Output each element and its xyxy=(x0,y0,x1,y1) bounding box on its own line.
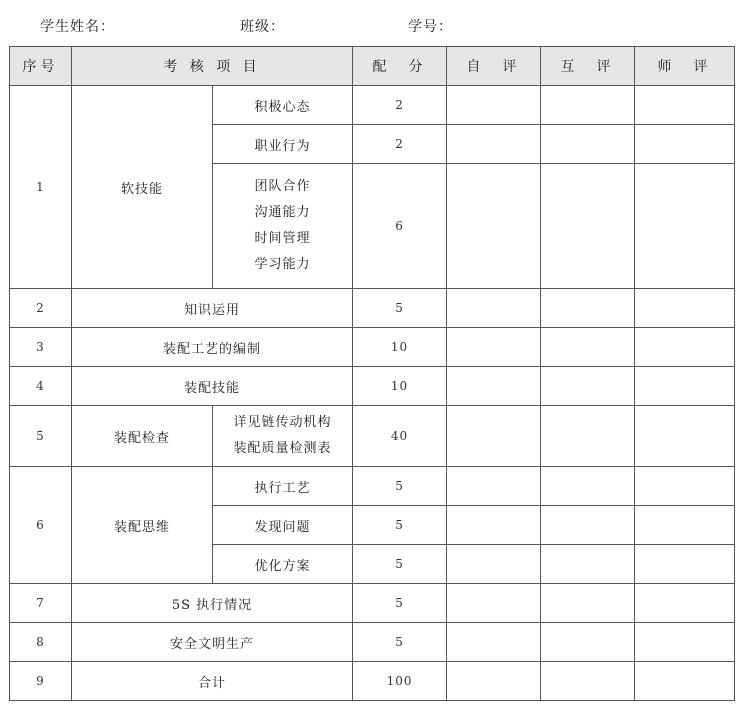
self-eval-input[interactable] xyxy=(447,289,541,328)
teacher-eval-input[interactable] xyxy=(635,86,735,125)
table-row xyxy=(10,623,735,662)
seq-cell: 7 xyxy=(10,584,72,623)
peer-eval-input[interactable] xyxy=(541,328,635,367)
category-cell: 软技能 xyxy=(72,86,213,289)
peer-eval-input[interactable] xyxy=(541,125,635,164)
seq-cell: 1 xyxy=(10,86,72,289)
sub-item-line: 装配质量检测表 xyxy=(233,441,332,456)
header-peer-eval: 互 评 xyxy=(541,47,635,86)
sub-item-line: 团队合作 xyxy=(254,179,311,194)
evaluation-table xyxy=(9,46,735,701)
table-row xyxy=(10,584,735,623)
teacher-eval-input[interactable] xyxy=(635,406,735,467)
score-cell: 10 xyxy=(353,328,447,367)
header-score: 配 分 xyxy=(353,47,447,86)
score-cell: 5 xyxy=(353,584,447,623)
teacher-eval-input[interactable] xyxy=(635,467,735,506)
teacher-eval-input[interactable] xyxy=(635,125,735,164)
sub-item-line: 详见链传动机构 xyxy=(233,415,332,430)
self-eval-input[interactable] xyxy=(447,367,541,406)
peer-eval-input[interactable] xyxy=(541,467,635,506)
teacher-eval-input[interactable] xyxy=(635,164,735,289)
self-eval-input[interactable] xyxy=(447,467,541,506)
item-cell: 装配工艺的编制 xyxy=(72,328,353,367)
self-eval-total-input[interactable] xyxy=(447,662,541,701)
peer-eval-input[interactable] xyxy=(541,367,635,406)
peer-eval-input[interactable] xyxy=(541,406,635,467)
self-eval-input[interactable] xyxy=(447,328,541,367)
seq-cell: 2 xyxy=(10,289,72,328)
category-cell: 装配检查 xyxy=(72,406,213,467)
item-cell: 5S 执行情况 xyxy=(72,584,353,623)
student-name-label: 学生姓名： xyxy=(40,19,115,35)
student-id-label: 学号： xyxy=(408,19,453,35)
table-row xyxy=(10,328,735,367)
header-seq: 序号 xyxy=(10,47,72,86)
self-eval-input[interactable] xyxy=(447,86,541,125)
peer-eval-total-input[interactable] xyxy=(541,662,635,701)
sub-item-cell: 执行工艺 xyxy=(213,467,353,506)
item-cell: 知识运用 xyxy=(72,289,353,328)
score-cell: 40 xyxy=(353,406,447,467)
seq-cell: 8 xyxy=(10,623,72,662)
self-eval-input[interactable] xyxy=(447,623,541,662)
table-row xyxy=(10,289,735,328)
category-cell: 装配思维 xyxy=(72,467,213,584)
sub-item-line: 学习能力 xyxy=(254,257,311,272)
teacher-eval-input[interactable] xyxy=(635,289,735,328)
seq-cell: 9 xyxy=(10,662,72,701)
header-item: 考 核 项 目 xyxy=(72,47,353,86)
teacher-eval-input[interactable] xyxy=(635,623,735,662)
sub-item-cell: 优化方案 xyxy=(213,545,353,584)
score-cell: 2 xyxy=(353,125,447,164)
teacher-eval-input[interactable] xyxy=(635,584,735,623)
teacher-eval-total-input[interactable] xyxy=(635,662,735,701)
self-eval-input[interactable] xyxy=(447,545,541,584)
teacher-eval-input[interactable] xyxy=(635,328,735,367)
table-row xyxy=(10,86,735,125)
seq-cell: 6 xyxy=(10,467,72,584)
score-cell: 5 xyxy=(353,506,447,545)
sub-item-cell xyxy=(213,406,353,467)
score-cell: 5 xyxy=(353,623,447,662)
score-cell: 6 xyxy=(353,164,447,289)
score-cell: 2 xyxy=(353,86,447,125)
self-eval-input[interactable] xyxy=(447,584,541,623)
item-cell: 安全文明生产 xyxy=(72,623,353,662)
teacher-eval-input[interactable] xyxy=(635,545,735,584)
sub-item-cell: 积极心态 xyxy=(213,86,353,125)
sub-item-cell: 发现问题 xyxy=(213,506,353,545)
self-eval-input[interactable] xyxy=(447,506,541,545)
score-cell: 5 xyxy=(353,289,447,328)
sub-item-line: 时间管理 xyxy=(254,231,311,246)
header-self-eval: 自 评 xyxy=(447,47,541,86)
item-cell: 装配技能 xyxy=(72,367,353,406)
table-row xyxy=(10,367,735,406)
table-row xyxy=(10,467,735,506)
peer-eval-input[interactable] xyxy=(541,584,635,623)
peer-eval-input[interactable] xyxy=(541,164,635,289)
sub-item-cell: 职业行为 xyxy=(213,125,353,164)
total-label: 合计 xyxy=(72,662,353,701)
sub-item-cell xyxy=(213,164,353,289)
seq-cell: 3 xyxy=(10,328,72,367)
peer-eval-input[interactable] xyxy=(541,623,635,662)
class-label: 班级： xyxy=(240,19,285,35)
header-teacher-eval: 师 评 xyxy=(635,47,735,86)
peer-eval-input[interactable] xyxy=(541,506,635,545)
total-score: 100 xyxy=(353,662,447,701)
table-row xyxy=(10,406,735,467)
seq-cell: 4 xyxy=(10,367,72,406)
seq-cell: 5 xyxy=(10,406,72,467)
score-cell: 10 xyxy=(353,367,447,406)
peer-eval-input[interactable] xyxy=(541,86,635,125)
total-row xyxy=(10,662,735,701)
self-eval-input[interactable] xyxy=(447,406,541,467)
score-cell: 5 xyxy=(353,467,447,506)
header-row xyxy=(10,47,735,86)
self-eval-input[interactable] xyxy=(447,164,541,289)
teacher-eval-input[interactable] xyxy=(635,367,735,406)
sub-item-line: 沟通能力 xyxy=(254,205,311,220)
peer-eval-input[interactable] xyxy=(541,545,635,584)
score-cell: 5 xyxy=(353,545,447,584)
peer-eval-input[interactable] xyxy=(541,289,635,328)
teacher-eval-input[interactable] xyxy=(635,506,735,545)
self-eval-input[interactable] xyxy=(447,125,541,164)
student-info xyxy=(0,16,745,40)
